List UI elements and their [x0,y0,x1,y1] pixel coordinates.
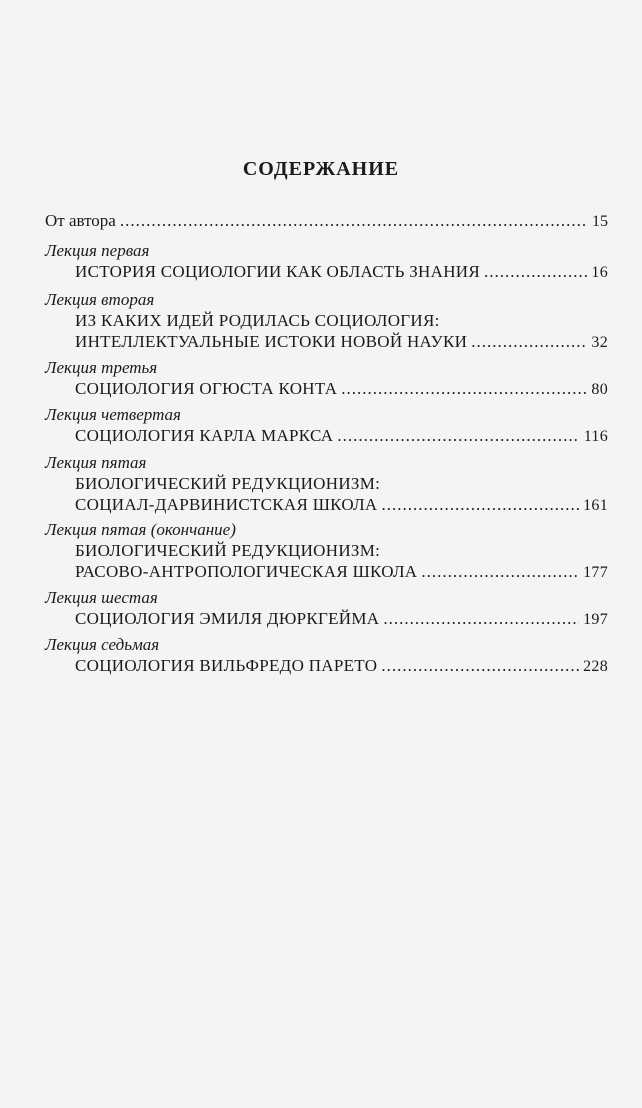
toc-entry-foreword[interactable] [45,210,608,232]
toc-line [75,261,608,283]
toc-entry-lecture-5[interactable] [45,452,608,516]
page-number: 16 [591,264,608,281]
page-number: 197 [583,611,608,628]
toc-entry-lecture-3[interactable] [45,357,608,400]
entry-title: ИЗ КАКИХ ИДЕЙ РОДИЛАСЬ СОЦИОЛОГИЯ: [75,311,440,330]
toc-entry-lecture-5-end[interactable] [45,519,608,583]
lecture-label: Лекция седьмая [45,635,160,654]
page-title: СОДЕРЖАНИЕ [242,158,400,180]
dot-leader [120,210,588,231]
toc-line [75,608,608,630]
dot-leader [337,425,579,446]
toc-entry-lecture-1[interactable] [45,240,608,283]
toc-line [75,473,608,494]
toc-entry-lecture-2[interactable] [45,289,608,353]
dot-leader [471,331,587,352]
toc-entry-lecture-6[interactable] [45,587,608,630]
toc-line [75,494,608,516]
lecture-label: Лекция четвертая [45,405,181,424]
toc-line [75,561,608,583]
lecture-label: Лекция первая [45,241,150,260]
page-number: 32 [591,334,608,351]
entry-title: РАСОВО-АНТРОПОЛОГИЧЕСКАЯ ШКОЛА [75,562,418,581]
dot-leader [484,261,587,282]
lecture-label: Лекция шестая [45,588,158,607]
entry-title: СОЦИАЛ-ДАРВИНИСТСКАЯ ШКОЛА [75,495,378,514]
lecture-label: Лекция третья [45,358,158,377]
toc-line [75,331,608,353]
page-number: 177 [583,564,608,581]
toc-line [75,425,608,447]
entry-title: БИОЛОГИЧЕСКИЙ РЕДУКЦИОНИЗМ: [75,541,381,560]
dot-leader [383,608,579,629]
entry-title: ИНТЕЛЛЕКТУАЛЬНЫЕ ИСТОКИ НОВОЙ НАУКИ [75,332,468,351]
toc-line [75,310,608,331]
entry-title: ИСТОРИЯ СОЦИОЛОГИИ КАК ОБЛАСТЬ ЗНАНИЯ [75,262,480,281]
page-number: 116 [583,428,608,445]
lecture-label: Лекция пятая (окончание) [45,520,236,539]
toc-line [75,655,608,677]
entry-title: СОЦИОЛОГИЯ ВИЛЬФРЕДО ПАРЕТО [75,656,378,675]
page-number: 161 [583,497,608,514]
entry-title: СОЦИОЛОГИЯ ЭМИЛЯ ДЮРКГЕЙМА [75,609,380,628]
entry-title: БИОЛОГИЧЕСКИЙ РЕДУКЦИОНИЗМ: [75,474,381,493]
dot-leader [341,378,587,399]
toc-line [45,210,608,232]
entry-title: СОЦИОЛОГИЯ ОГЮСТА КОНТА [75,379,338,398]
entry-title: От автора [45,211,116,230]
toc-line [75,540,608,561]
entry-title: СОЦИОЛОГИЯ КАРЛА МАРКСА [75,426,334,445]
page-number: 228 [583,658,608,675]
dot-leader [382,494,580,515]
lecture-label: Лекция пятая [45,453,147,472]
toc-line [75,378,608,400]
page-number: 15 [592,213,608,230]
dot-leader [421,561,579,582]
lecture-label: Лекция вторая [45,290,155,309]
toc-entry-lecture-7[interactable] [45,634,608,677]
toc-entry-lecture-4[interactable] [45,404,608,447]
dot-leader [381,655,579,676]
page-number: 80 [591,381,608,398]
